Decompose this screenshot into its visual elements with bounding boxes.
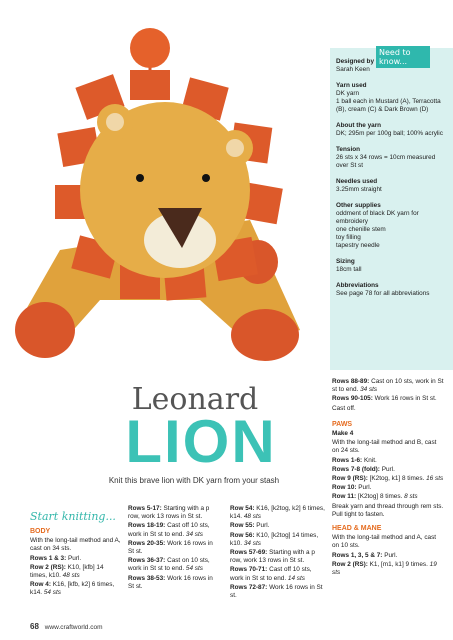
pattern-line: Row 54: K16, [k2tog, k2] 6 times, k14. 48 sts	[230, 505, 325, 521]
pattern-line: Rows 1-6: Knit.	[332, 456, 377, 464]
need-to-know-sidebar	[330, 48, 453, 370]
pattern-line: Row 2 (RS): K10, [kfb] 14 times, k10. 48 sts	[30, 563, 104, 580]
title-leonard: Leonard	[131, 382, 259, 417]
pattern-line: Rows 18-19: Cast off 10 sts, work in St st to end. 34 sts	[128, 522, 210, 538]
sidebar-item: Sizing 18cm tall	[336, 258, 362, 273]
lion-photo	[0, 0, 330, 380]
pattern-line: Rows 7-8 (fold): Purl.	[332, 465, 395, 473]
pattern-line: Rows 20-35: Work 16 rows in St st.	[128, 539, 213, 556]
pattern-line: Row 56: K10, [k2tog] 14 times, k10. 34 sts	[230, 531, 319, 547]
sidebar-item: Yarn used DK yarn 1 ball each in Mustard (A), Terracotta (B), cream (C) & Dark Brown (D)	[336, 82, 441, 113]
sidebar-item: Abbreviations See page 78 for all abbreviations	[336, 282, 430, 297]
pattern-line: With the long-tail method and B, cast on 24 sts.	[332, 439, 437, 455]
pattern-line: Rows 57-69: Starting with a p row, work 13 rows in St st.	[230, 549, 315, 565]
sidebar-item: Tension 26 sts x 34 rows = 10cm measured over St st	[336, 146, 436, 169]
pattern-line: Rows 5-17: Starting with a p row, work 13 rows in St st.	[128, 505, 210, 521]
pattern-line: Cast off.	[332, 404, 356, 412]
pattern-line: Rows 72-87: Work 16 rows in St st.	[230, 583, 323, 600]
pattern-line: With the long-tail method and A, cast on 10 sts.	[332, 534, 437, 550]
pattern-line: Rows 88-89: Cast on 10 sts, work in St st to end. 34 sts	[332, 378, 444, 394]
page-number: 68	[30, 622, 39, 631]
website: www.craftworld.com	[44, 624, 103, 631]
start-knitting-heading: Start knitting...	[30, 510, 116, 523]
body-heading: BODY	[30, 528, 51, 535]
pattern-column-3	[230, 505, 325, 601]
make-count: Make 4	[332, 430, 354, 438]
page-footer	[30, 622, 103, 631]
sidebar-item: Other supplies oddment of black DK yarn for embroidery one chenille stem toy filling tapestry needle	[336, 202, 419, 249]
pattern-line: Rows 38-53: Work 16 rows in St st.	[128, 574, 213, 590]
pattern-line: Row 4: K16, [kfb, k2] 6 times, k14. 54 sts	[30, 581, 115, 597]
paws-heading: PAWS	[332, 420, 353, 428]
pattern-line: Row 11: [K2tog] 8 times. 8 sts	[332, 493, 418, 501]
need-to-know-tag: Need to know...	[376, 46, 430, 68]
pattern-column-2	[128, 505, 220, 592]
pattern-line: Rows 70-71: Cast off 10 sts, work in St st to end. 14 sts	[230, 566, 312, 582]
pattern-line: Rows 36-37: Cast on 10 sts, work in St st to end. 54 sts	[128, 557, 210, 573]
pattern-line: Rows 1, 3, 5 & 7: Purl.	[332, 551, 398, 559]
pattern-column-1	[30, 510, 122, 599]
pattern-line: Rows 1 & 3: Purl.	[30, 554, 82, 562]
head-mane-heading: HEAD & MANE	[332, 525, 382, 533]
pattern-line: Row 55: Purl.	[230, 522, 270, 530]
sidebar-item: About the yarn DK; 295m per 100g ball; 100% acrylic	[336, 122, 443, 137]
pattern-line: Row 2 (RS): K1, [m1, k1] 9 times. 19 sts	[332, 560, 437, 577]
pattern-line: Rows 90-105: Work 16 rows in St st.	[332, 395, 437, 403]
pattern-line: Row 9 (RS): [K2tog, k1] 8 times. 16 sts	[332, 475, 444, 483]
sidebar-item: Needles used 3.25mm straight	[336, 178, 382, 193]
sidebar-item: Designed by Sarah Keen	[336, 58, 374, 73]
pattern-line: Row 10: Purl.	[332, 484, 372, 492]
pattern-line: Break yarn and thread through rem sts. Pull tight to fasten.	[332, 502, 444, 518]
pattern-line: With the long-tail method and A, cast on 34 sts.	[30, 537, 121, 553]
lion-illustration	[0, 0, 330, 380]
title-lion: LION	[125, 408, 277, 475]
subtitle: Knit this brave lion with DK yarn from your stash	[108, 476, 280, 485]
pattern-column-4	[332, 378, 444, 578]
